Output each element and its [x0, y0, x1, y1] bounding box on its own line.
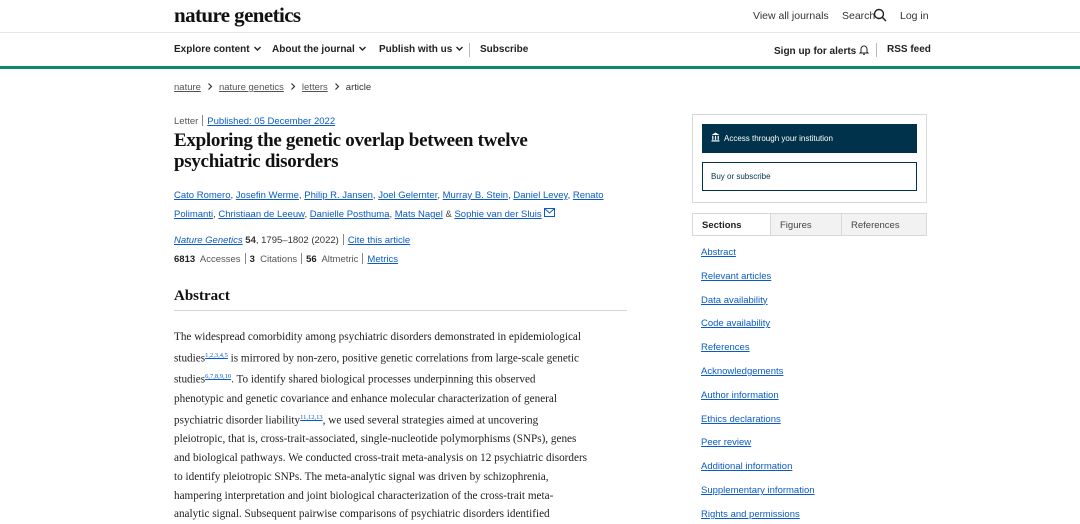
top-bar: [0, 0, 1080, 33]
text: pleiotropic, that is, cross-trait-associated, single-nucleotide polymorphisms (SNPs), genes: [174, 433, 577, 446]
section-link-code-availability[interactable]: Code availability: [701, 318, 771, 330]
article-meta: [174, 115, 335, 127]
section-link-acknowledgements[interactable]: Acknowledgements: [701, 366, 784, 377]
section-link-relevant-articles[interactable]: Relevant articles: [701, 270, 772, 282]
abstract-line: [174, 505, 629, 524]
section-link-peer-review[interactable]: Peer review: [701, 437, 752, 449]
bell-icon: [859, 44, 869, 55]
author-link[interactable]: Joel Gelernter: [378, 190, 438, 201]
author-link[interactable]: Cato Romero: [174, 190, 231, 201]
nav-about-journal[interactable]: [272, 44, 367, 55]
altmetric-count: 56: [306, 254, 317, 265]
abstract-line: [174, 409, 629, 431]
reference-link[interactable]: 11,12,13: [300, 413, 323, 421]
divider: [301, 253, 302, 264]
login-link[interactable]: Log in: [900, 10, 929, 22]
reference-link[interactable]: 6,7,8,9,10: [205, 373, 232, 381]
nav-label: About the journal: [272, 44, 355, 55]
text: to identify pleiotropic SNPs. The meta-analytic signal was driven by schizophrenia,: [174, 470, 549, 483]
nav-label: Publish with us: [379, 44, 453, 55]
section-link-ethics-declarations[interactable]: Ethics declarations: [701, 413, 781, 425]
button-label: Buy or subscribe: [711, 172, 771, 181]
view-all-journals-link[interactable]: View all journals: [753, 10, 829, 22]
nav-divider: [469, 43, 470, 57]
altmetric-label: Altmetric: [321, 254, 359, 265]
main-nav: [0, 33, 1080, 66]
nav-publish[interactable]: [379, 44, 464, 55]
author-link[interactable]: Philip R. Jansen: [304, 190, 373, 201]
buy-subscribe-button[interactable]: [702, 162, 917, 191]
author-link[interactable]: Murray B. Stein: [442, 190, 509, 201]
journal-link[interactable]: Nature Genetics: [174, 235, 243, 246]
divider: [174, 310, 627, 311]
abstract-text: [174, 328, 629, 524]
nav-explore-content[interactable]: [174, 44, 262, 55]
nav-alerts[interactable]: [774, 44, 869, 57]
metrics-link[interactable]: Metrics: [367, 254, 399, 265]
author-link[interactable]: Josefin Werme: [235, 190, 299, 201]
sidebar-tabs: [692, 213, 927, 236]
author-link[interactable]: Sophie van der Sluis: [454, 209, 542, 220]
abstract-line: [174, 368, 629, 390]
text: and biological pathways. We conducted cross-trait meta-analysis on 12 psychiatric disorders: [174, 451, 588, 464]
section-link-abstract[interactable]: Abstract: [701, 247, 736, 258]
abstract-heading: Abstract: [174, 288, 230, 304]
pages-year: , 1795–1802 (2022): [255, 235, 339, 246]
search-link[interactable]: Search: [842, 10, 876, 22]
breadcrumb: [174, 82, 371, 93]
text: , we used several strategies aimed at uncovering: [322, 414, 539, 427]
chevron-right-icon: [206, 82, 214, 91]
chevron-down-icon: [358, 44, 367, 53]
nav-label: Explore content: [174, 44, 250, 55]
chevron-down-icon: [455, 44, 464, 53]
nav-rss[interactable]: RSS feed: [887, 44, 931, 55]
button-label: Access through your institution: [724, 134, 833, 143]
breadcrumb-item[interactable]: letters: [301, 82, 328, 93]
author-link[interactable]: Renato Polimanti: [174, 190, 604, 220]
section-link-supplementary-information[interactable]: Supplementary information: [701, 485, 815, 496]
text: analytic signal. Subsequent pairwise comparisons of psychiatric disorders identified: [174, 508, 550, 521]
author-link[interactable]: Mats Nagel: [394, 209, 443, 220]
divider: [343, 234, 344, 245]
section-link-additional-information[interactable]: Additional information: [701, 461, 793, 473]
accesses-label: Accesses: [199, 254, 241, 265]
volume: 54: [245, 235, 256, 246]
citations-count: 3: [249, 254, 255, 265]
mail-icon[interactable]: [544, 208, 555, 217]
accesses-count: 6813: [174, 254, 196, 265]
text: studies: [174, 374, 206, 387]
breadcrumb-item[interactable]: nature genetics: [218, 82, 284, 93]
tab-references[interactable]: References: [841, 214, 926, 235]
section-link-author-information[interactable]: Author information: [701, 389, 779, 401]
divider: [202, 115, 203, 126]
tab-figures[interactable]: Figures: [770, 214, 841, 235]
chevron-down-icon: [253, 44, 262, 53]
journal-logo[interactable]: nature genetics: [174, 3, 301, 27]
section-link-references[interactable]: References: [701, 342, 750, 354]
access-institution-button[interactable]: [702, 124, 917, 153]
text: studies: [174, 352, 206, 365]
text: . To identify shared biological processes underpinning this observed: [231, 374, 536, 387]
accent-bar: [0, 66, 1080, 69]
abstract-line: [174, 487, 629, 506]
text: The widespread comorbidity among psychiatric disorders demonstrated in epidemiological: [174, 331, 581, 343]
citations-label: Citations: [260, 254, 298, 265]
institution-icon: [711, 132, 720, 142]
text: hampering interpretation and joint biological characterization of the cross-trait meta-: [174, 489, 554, 502]
abstract-line: [174, 328, 629, 347]
text: is mirrored by non-zero, positive genetic correlations from large-scale genetic: [227, 352, 579, 365]
cite-this-article-link[interactable]: Cite this article: [347, 235, 411, 246]
section-link-rights-permissions[interactable]: Rights and permissions: [701, 508, 800, 520]
citation-line: [174, 234, 410, 246]
article-type: Letter: [174, 116, 199, 127]
abstract-line: [174, 468, 629, 487]
text: phenotypic and genetic covariance and enhance molecular characterization of general: [174, 392, 557, 405]
abstract-line: [174, 347, 629, 369]
author-link[interactable]: Christiaan de Leeuw: [218, 209, 305, 220]
tab-sections[interactable]: Sections: [693, 214, 770, 235]
abstract-line: [174, 390, 629, 409]
text: psychiatric disorder liability: [174, 414, 301, 427]
nav-label: Sign up for alerts: [774, 46, 857, 57]
nav-divider: [876, 43, 877, 57]
article-title: Exploring the genetic overlap between twelve psychiatric disorders: [174, 130, 528, 172]
abstract-line: [174, 430, 629, 449]
article-metrics: [174, 253, 398, 265]
divider: [245, 253, 246, 264]
author-link[interactable]: Daniel Levey: [513, 190, 568, 201]
abstract-line: [174, 449, 629, 468]
breadcrumb-current: article: [345, 82, 372, 93]
chevron-right-icon: [333, 82, 341, 91]
author-link[interactable]: Danielle Posthuma: [309, 209, 390, 220]
nav-subscribe[interactable]: Subscribe: [480, 44, 529, 55]
chevron-right-icon: [289, 82, 297, 91]
author-list: Cato Romero, Josefin Werme, Philip R. Jansen, Joel Gelernter, Murray B. Stein, Daniel Levey, Renato Polimanti, Christiaan de Leeuw, Danielle Posthuma, Mats Nagel & Sophie van der Sluis: [174, 190, 604, 220]
search-icon[interactable]: [873, 8, 887, 22]
breadcrumb-item[interactable]: nature: [174, 82, 201, 93]
reference-link[interactable]: 1,2,3,4,5: [205, 351, 228, 359]
published-date-link[interactable]: Published: 05 December 2022: [207, 116, 336, 127]
section-link-data-availability[interactable]: Data availability: [701, 294, 768, 306]
divider: [362, 253, 363, 264]
